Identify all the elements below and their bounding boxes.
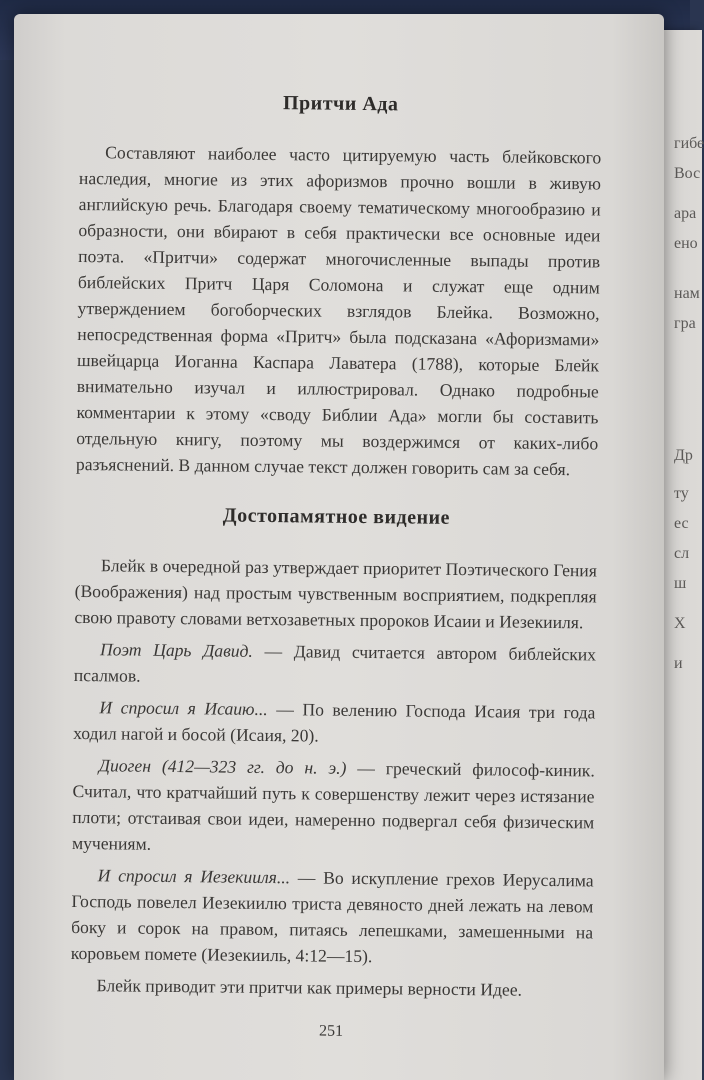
next-page-fragment: гибе <box>674 135 704 152</box>
section-title-parables: Притчи Ада <box>282 92 399 116</box>
next-page-fragment: ара <box>674 205 697 222</box>
commentary-note <box>71 862 594 971</box>
next-page-fragment: Х <box>674 615 686 632</box>
page-content <box>70 80 602 1040</box>
next-page-fragment: ш <box>674 575 687 592</box>
page-number: 251 <box>318 1022 344 1040</box>
next-page-fragment: ту <box>674 485 689 502</box>
next-page-fragment: ено <box>674 235 698 252</box>
commentary-note <box>73 694 596 751</box>
note-text: — По велению Господа Исаия три года ходил нагой и босой (Исаия, 20). <box>73 699 596 746</box>
note-term: И спросил я Иезекииля... <box>97 865 291 888</box>
closing-paragraph: Блейк приводит эти притчи как примеры верности Идее. <box>96 975 523 1000</box>
note-term: И спросил я Исаию... <box>99 697 268 719</box>
note-term: Диоген (412—323 гг. до н. э.) <box>98 755 347 778</box>
section-title-vision: Достопамятное видение <box>222 504 451 529</box>
next-page-fragment: и <box>674 655 683 672</box>
commentary-note <box>74 636 597 693</box>
next-page-fragment: Др <box>674 447 693 464</box>
next-page-fragment: Вос <box>674 165 701 182</box>
parables-paragraph: Составляют наиболее часто цитируемую часть блейковского наследия, многие из этих афоризмов прочно вошли в живую английскую речь. Благодаря своему тематическому многообразию и образности, они вбирают в себя практически все основные идеи поэта. «Притчи» содержат многочисленные выпады против библейских Притч Царя Соломона и служат еще одним утверждением богоборческих взглядов Блейка. Возможно, непосредственная форма «Притч» была подсказана «Афоризмами» швейцарца Иоганна Каспара Лаватера (1788), которые Блейк внимательно изучал и иллюстрировал. Однако подробные комментарии к этому «своду Библии Ада» могли бы составить отдельную книгу, поэтому мы воздержимся от каких-либо разъяснений. В данном случае текст должен говорить сам за себя. <box>75 142 602 480</box>
vision-intro-paragraph: Блейк в очередной раз утверждает приоритет Поэтического Гения (Воображения) над простым чувственным восприятием, подкрепляя свою правоту словами ветхозаветных пророков Исаии и Иезекииля. <box>74 555 597 633</box>
next-page-fragment: гра <box>674 315 696 332</box>
next-page-fragment: сл <box>674 545 690 562</box>
next-page-fragment: ес <box>674 515 689 532</box>
next-page-fragment: нам <box>674 285 700 302</box>
commentary-note <box>72 752 595 861</box>
note-text: — Давид считается автором библейских псалмов. <box>73 640 597 686</box>
note-text: — Во искупление грехов Иерусалима Господь повелел Иезекиилю триста девяносто дней лежать на левом боку и сорок на правом, питаясь лепешками, замешенными на коровьем помете (Иезекииль, 4:12—15). <box>70 867 594 967</box>
note-term: Поэт Царь Давид. <box>99 639 253 661</box>
note-text: — греческий философ-киник. Считал, что кратчайший путь к совершенству лежит через истязание плоти; отстаивая свои идеи, намеренно подвергал себя физическим мучениям. <box>71 757 595 854</box>
